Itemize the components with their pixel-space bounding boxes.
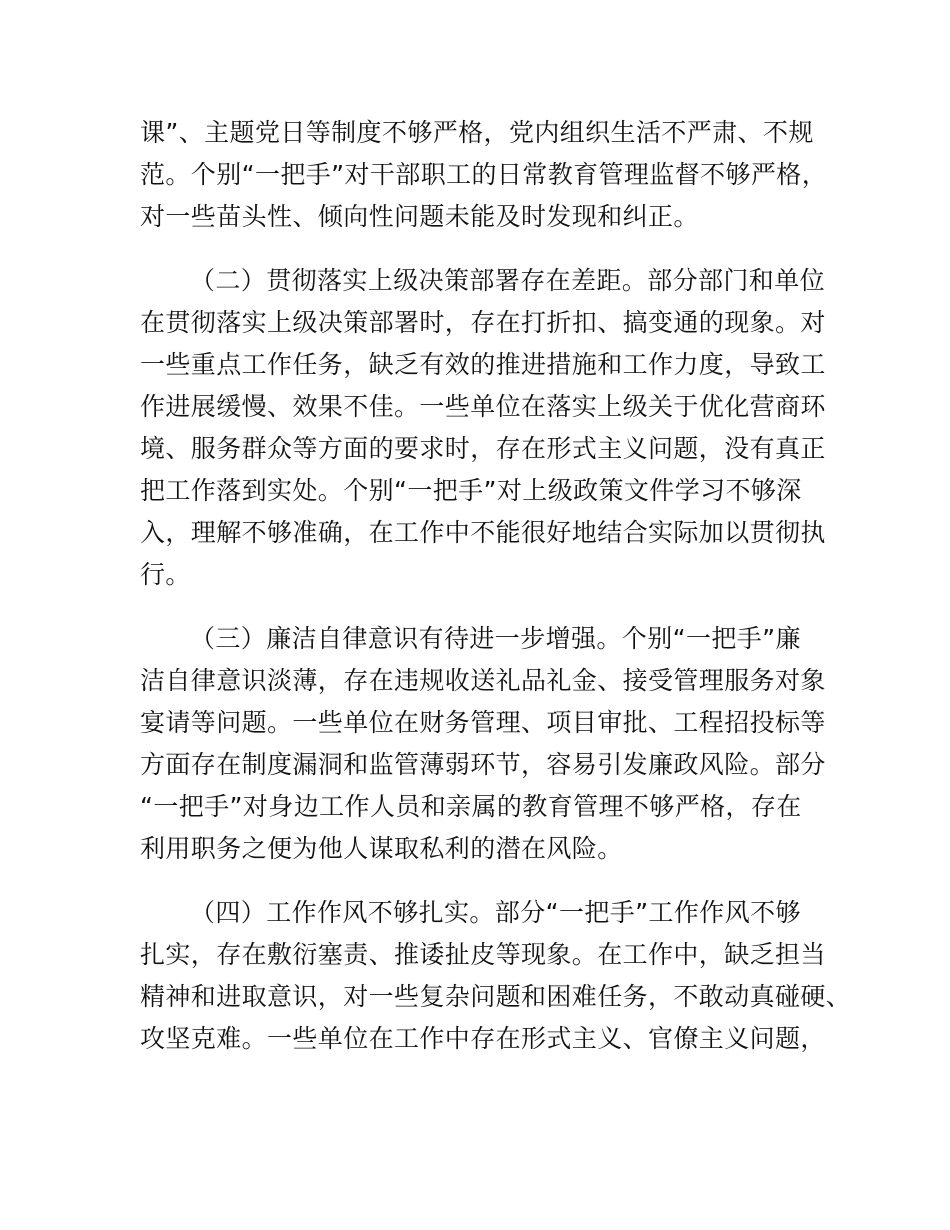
paragraph-spacer [140,238,840,260]
paragraph-spacer [140,870,840,892]
text-line: 利用职务之便为他人谋取私利的潜在风险。 [140,834,623,863]
section-heading-line: （三）廉洁自律意识有待进一步增强。个别“一把手”廉 [190,624,801,653]
paragraph-spacer [140,596,840,618]
text-line: 在贯彻落实上级决策部署时，存在打折扣、搞变通的现象。对 [140,308,826,337]
text-line: 攻坚克难。一些单位在工作中存在形式主义、官僚主义问题， [140,1024,826,1053]
text-line: “一把手”对身边工作人员和亲属的教育管理不够严格，存在 [140,792,802,821]
text-line: 方面存在制度漏洞和监管薄弱环节，容易引发廉政风险。部分 [140,750,826,779]
text-line: 课”、主题党日等制度不够严格，党内组织生活不严肃、不规 [140,118,814,147]
document-body [140,112,852,1060]
text-line: 把工作落到实处。个别“一把手”对上级政策文件学习不够深 [140,476,802,505]
paragraph-2 [140,260,840,596]
paragraph-1 [140,112,840,238]
section-heading-line: （二）贯彻落实上级决策部署存在差距。部分部门和单位 [190,266,826,295]
text-line: 精神和进取意识，对一些复杂问题和困难任务，不敢动真碰硬、 [140,982,852,1011]
text-line: 范。个别“一把手”对干部职工的日常教育管理监督不够严格， [140,160,828,189]
text-line: 行。 [140,560,191,589]
text-line: 洁自律意识淡薄，存在违规收送礼品礼金、接受管理服务对象 [140,666,826,695]
text-line: 作进展缓慢、效果不佳。一些单位在落实上级关于优化营商环 [140,392,826,421]
text-line: 入，理解不够准确，在工作中不能很好地结合实际加以贯彻执 [140,518,826,547]
text-line: 扎实，存在敷衍塞责、推诿扯皮等现象。在工作中，缺乏担当 [140,940,826,969]
paragraph-4 [140,892,852,1060]
text-line: 对一些苗头性、倾向性问题未能及时发现和纠正。 [140,202,699,231]
text-line: 一些重点工作任务，缺乏有效的推进措施和工作力度，导致工 [140,350,826,379]
text-line: 宴请等问题。一些单位在财务管理、项目审批、工程招投标等 [140,708,826,737]
paragraph-3 [140,618,840,870]
section-heading-line: （四）工作作风不够扎实。部分“一把手”工作作风不够 [190,898,801,927]
text-line: 境、服务群众等方面的要求时，存在形式主义问题，没有真正 [140,434,826,463]
